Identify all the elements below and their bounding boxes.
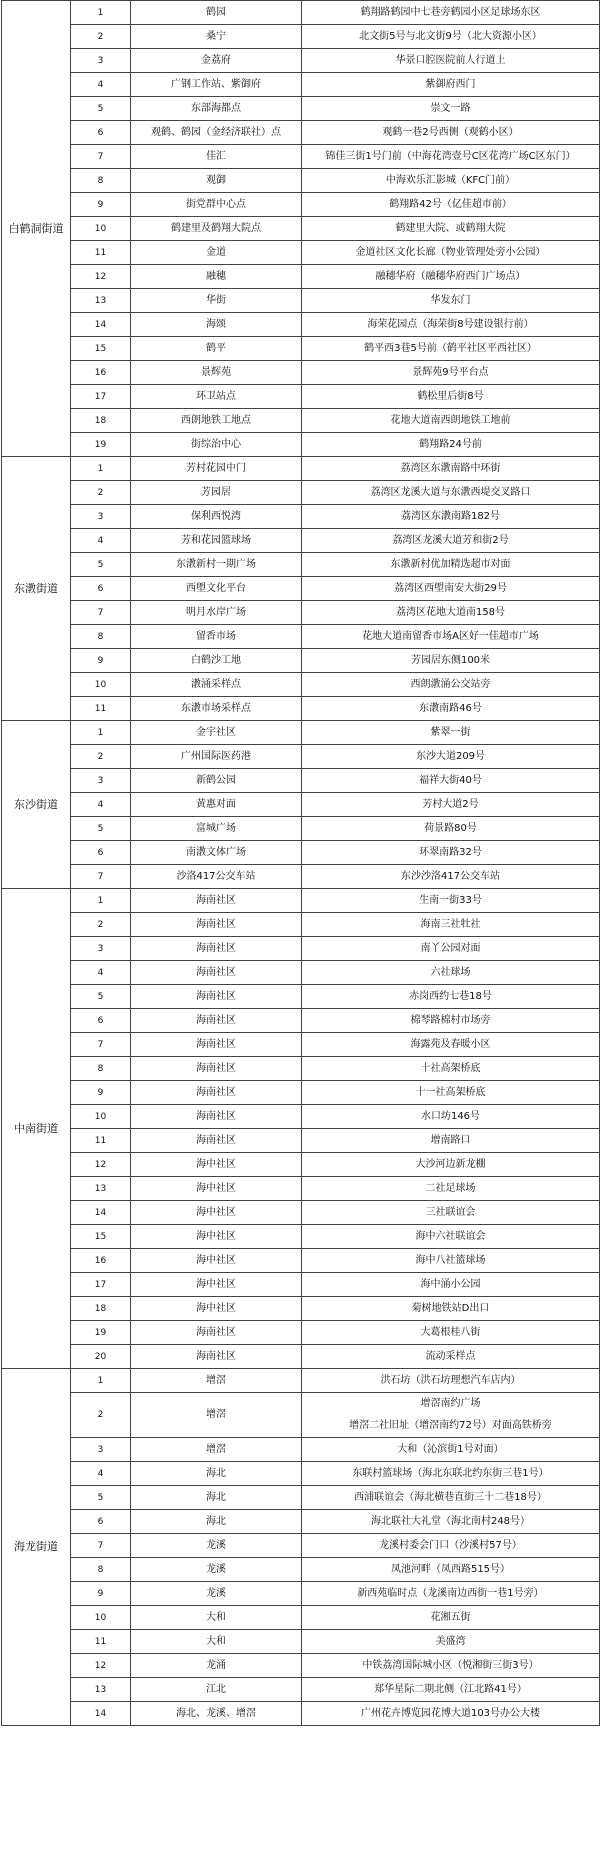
site-name-cell: 江北 bbox=[131, 1678, 302, 1702]
row-number-cell: 2 bbox=[71, 25, 131, 49]
row-number-cell: 13 bbox=[71, 289, 131, 313]
address-cell: 三社联谊会 bbox=[302, 1201, 600, 1225]
address-cell: 大葛根桂八街 bbox=[302, 1321, 600, 1345]
site-name-cell: 桑宁 bbox=[131, 25, 302, 49]
address-cell: 崇文一路 bbox=[302, 97, 600, 121]
row-number-cell: 9 bbox=[71, 193, 131, 217]
row-number-cell: 6 bbox=[71, 1009, 131, 1033]
street-name-cell: 中南街道 bbox=[2, 889, 71, 1369]
site-name-cell: 芳和花园篮球场 bbox=[131, 529, 302, 553]
site-name-cell: 广钢工作站、紫御府 bbox=[131, 73, 302, 97]
table-row bbox=[2, 1345, 600, 1369]
address-cell: 鹤松里后街8号 bbox=[302, 385, 600, 409]
address-cell: 北文街5号与北文街9号（北大资源小区） bbox=[302, 25, 600, 49]
site-name-cell: 东部海都点 bbox=[131, 97, 302, 121]
table-row bbox=[2, 1438, 600, 1462]
site-name-cell: 芳村花园中门 bbox=[131, 457, 302, 481]
table-row bbox=[2, 769, 600, 793]
site-name-cell: 金道 bbox=[131, 241, 302, 265]
row-number-cell: 16 bbox=[71, 361, 131, 385]
row-number-cell: 4 bbox=[71, 1462, 131, 1486]
table-row bbox=[2, 97, 600, 121]
address-cell: 芳村大道2号 bbox=[302, 793, 600, 817]
row-number-cell: 10 bbox=[71, 1606, 131, 1630]
address-cell: 荔湾区龙溪大道与东漖西堤交叉路口 bbox=[302, 481, 600, 505]
street-name-cell: 东沙街道 bbox=[2, 721, 71, 889]
address-cell: 大沙河边新龙棚 bbox=[302, 1153, 600, 1177]
site-name-cell: 金宇社区 bbox=[131, 721, 302, 745]
row-number-cell: 11 bbox=[71, 241, 131, 265]
address-cell: 东漖新村优加精选超市对面 bbox=[302, 553, 600, 577]
table-row bbox=[2, 1129, 600, 1153]
row-number-cell: 6 bbox=[71, 841, 131, 865]
row-number-cell: 10 bbox=[71, 217, 131, 241]
site-name-cell: 海南社区 bbox=[131, 1321, 302, 1345]
table-row bbox=[2, 1558, 600, 1582]
address-cell: 菊树地铁站D出口 bbox=[302, 1297, 600, 1321]
table-row bbox=[2, 553, 600, 577]
row-number-cell: 5 bbox=[71, 97, 131, 121]
row-number-cell: 1 bbox=[71, 457, 131, 481]
address-cell: 荷景路80号 bbox=[302, 817, 600, 841]
site-name-cell: 海中社区 bbox=[131, 1201, 302, 1225]
site-name-cell: 海北 bbox=[131, 1462, 302, 1486]
site-name-cell: 海南社区 bbox=[131, 889, 302, 913]
table-row bbox=[2, 217, 600, 241]
site-name-cell: 街综治中心 bbox=[131, 433, 302, 457]
row-number-cell: 19 bbox=[71, 1321, 131, 1345]
site-name-cell: 海中社区 bbox=[131, 1153, 302, 1177]
address-cell: 鹤建里大院、或鹤翔大院 bbox=[302, 217, 600, 241]
row-number-cell: 11 bbox=[71, 1630, 131, 1654]
address-cell: 荔湾区东漖南路182号 bbox=[302, 505, 600, 529]
address-cell: 流动采样点 bbox=[302, 1345, 600, 1369]
table-row bbox=[2, 457, 600, 481]
address-cell: 生南一街33号 bbox=[302, 889, 600, 913]
site-name-cell: 黄惠对面 bbox=[131, 793, 302, 817]
table-row bbox=[2, 25, 600, 49]
table-row bbox=[2, 409, 600, 433]
address-cell: 水口坊146号 bbox=[302, 1105, 600, 1129]
site-name-cell: 海中社区 bbox=[131, 1177, 302, 1201]
address-cell: 中海欢乐汇影城（KFC门前） bbox=[302, 169, 600, 193]
row-number-cell: 3 bbox=[71, 49, 131, 73]
row-number-cell: 15 bbox=[71, 337, 131, 361]
table-row bbox=[2, 1201, 600, 1225]
site-name-cell: 海南社区 bbox=[131, 937, 302, 961]
address-cell: 东沙沙洛417公交车站 bbox=[302, 865, 600, 889]
address-cell: 海北联社大礼堂（海北南村248号） bbox=[302, 1510, 600, 1534]
row-number-cell: 7 bbox=[71, 145, 131, 169]
address-cell: 棉琴路棉村市场旁 bbox=[302, 1009, 600, 1033]
address-cell: 西朗漖涌公交站旁 bbox=[302, 673, 600, 697]
row-number-cell: 6 bbox=[71, 577, 131, 601]
table-row bbox=[2, 937, 600, 961]
address-cell: 荔湾区花地大道南158号 bbox=[302, 601, 600, 625]
table-row bbox=[2, 1702, 600, 1726]
row-number-cell: 3 bbox=[71, 937, 131, 961]
row-number-cell: 7 bbox=[71, 601, 131, 625]
row-number-cell: 17 bbox=[71, 1273, 131, 1297]
address-cell: 洪石坊（洪石坊理想汽车店内） bbox=[302, 1369, 600, 1393]
row-number-cell: 14 bbox=[71, 1201, 131, 1225]
site-name-cell: 观鹤、鹤园（金经济联社）点 bbox=[131, 121, 302, 145]
row-number-cell: 18 bbox=[71, 1297, 131, 1321]
site-name-cell: 海中社区 bbox=[131, 1225, 302, 1249]
address-cell: 中铁荔湾国际城小区（悦湘街三街3号） bbox=[302, 1654, 600, 1678]
row-number-cell: 11 bbox=[71, 697, 131, 721]
row-number-cell: 9 bbox=[71, 1582, 131, 1606]
row-number-cell: 2 bbox=[71, 1393, 131, 1438]
address-cell: 增滘南约广场 增滘二社旧址（增滘南约72号）对面高铁桥旁 bbox=[302, 1393, 600, 1438]
table-row bbox=[2, 1654, 600, 1678]
table-row bbox=[2, 1321, 600, 1345]
row-number-cell: 8 bbox=[71, 1057, 131, 1081]
address-cell: 西浦联谊会（海北横巷直街三十二巷18号） bbox=[302, 1486, 600, 1510]
row-number-cell: 1 bbox=[71, 1369, 131, 1393]
site-name-cell: 东漖新村一期广场 bbox=[131, 553, 302, 577]
site-name-cell: 保利西悦湾 bbox=[131, 505, 302, 529]
address-cell: 东沙大道209号 bbox=[302, 745, 600, 769]
site-name-cell: 龙涌 bbox=[131, 1654, 302, 1678]
table-row bbox=[2, 793, 600, 817]
site-name-cell: 海南社区 bbox=[131, 1009, 302, 1033]
site-name-cell: 漖涌采样点 bbox=[131, 673, 302, 697]
address-cell: 紫翠一街 bbox=[302, 721, 600, 745]
site-name-cell: 华街 bbox=[131, 289, 302, 313]
site-name-cell: 龙溪 bbox=[131, 1558, 302, 1582]
table-row bbox=[2, 385, 600, 409]
table-row bbox=[2, 337, 600, 361]
table-row bbox=[2, 1273, 600, 1297]
address-cell: 新西苑临时点（龙溪南边西街一巷1号旁） bbox=[302, 1582, 600, 1606]
table-row bbox=[2, 913, 600, 937]
table-row bbox=[2, 649, 600, 673]
table-row bbox=[2, 1462, 600, 1486]
address-cell: 美盛湾 bbox=[302, 1630, 600, 1654]
site-name-cell: 西塱文化平台 bbox=[131, 577, 302, 601]
row-number-cell: 7 bbox=[71, 1033, 131, 1057]
address-cell: 观鹤一巷2号西侧（观鹤小区） bbox=[302, 121, 600, 145]
site-name-cell: 明月水岸广场 bbox=[131, 601, 302, 625]
address-cell: 鹤翔路鹤园中七巷旁鹤园小区足球场东区 bbox=[302, 1, 600, 25]
table-row bbox=[2, 1630, 600, 1654]
address-cell: 华景口腔医院前人行道上 bbox=[302, 49, 600, 73]
address-cell: 大和（沁滨街1号对面） bbox=[302, 1438, 600, 1462]
site-name-cell: 景辉苑 bbox=[131, 361, 302, 385]
table-row bbox=[2, 1393, 600, 1438]
table-row bbox=[2, 481, 600, 505]
table-row bbox=[2, 1153, 600, 1177]
row-number-cell: 12 bbox=[71, 1153, 131, 1177]
row-number-cell: 4 bbox=[71, 961, 131, 985]
site-name-cell: 海南社区 bbox=[131, 1105, 302, 1129]
table-row bbox=[2, 361, 600, 385]
row-number-cell: 2 bbox=[71, 745, 131, 769]
table-row bbox=[2, 1105, 600, 1129]
table-row bbox=[2, 49, 600, 73]
address-cell: 东漖南路46号 bbox=[302, 697, 600, 721]
site-name-cell: 海北 bbox=[131, 1486, 302, 1510]
row-number-cell: 12 bbox=[71, 1654, 131, 1678]
site-name-cell: 海中社区 bbox=[131, 1297, 302, 1321]
address-cell: 锦佳三街1号门前（中海花湾壹号C区花湾广场C区东门） bbox=[302, 145, 600, 169]
row-number-cell: 5 bbox=[71, 817, 131, 841]
row-number-cell: 14 bbox=[71, 1702, 131, 1726]
table-row bbox=[2, 1606, 600, 1630]
site-name-cell: 大和 bbox=[131, 1606, 302, 1630]
row-number-cell: 19 bbox=[71, 433, 131, 457]
address-cell: 海露苑及春暖小区 bbox=[302, 1033, 600, 1057]
site-name-cell: 增滘 bbox=[131, 1438, 302, 1462]
site-name-cell: 海南社区 bbox=[131, 913, 302, 937]
row-number-cell: 13 bbox=[71, 1177, 131, 1201]
address-cell: 海中涌小公园 bbox=[302, 1273, 600, 1297]
row-number-cell: 8 bbox=[71, 1558, 131, 1582]
address-cell: 鹤翔路42号（亿佳超市前） bbox=[302, 193, 600, 217]
row-number-cell: 12 bbox=[71, 265, 131, 289]
site-name-cell: 鹤园 bbox=[131, 1, 302, 25]
address-cell: 六社球场 bbox=[302, 961, 600, 985]
address-cell: 赤岗西约七巷18号 bbox=[302, 985, 600, 1009]
address-cell: 鹤翔路24号前 bbox=[302, 433, 600, 457]
address-cell: 海中六社联谊会 bbox=[302, 1225, 600, 1249]
site-name-cell: 海颂 bbox=[131, 313, 302, 337]
table-row bbox=[2, 1369, 600, 1393]
table-row bbox=[2, 241, 600, 265]
address-cell: 融穗华府（融穗华府西门广场点） bbox=[302, 265, 600, 289]
table-row bbox=[2, 1510, 600, 1534]
row-number-cell: 14 bbox=[71, 313, 131, 337]
row-number-cell: 10 bbox=[71, 1105, 131, 1129]
site-name-cell: 海北 bbox=[131, 1510, 302, 1534]
street-name-cell: 东漖街道 bbox=[2, 457, 71, 721]
row-number-cell: 17 bbox=[71, 385, 131, 409]
row-number-cell: 10 bbox=[71, 673, 131, 697]
site-name-cell: 海中社区 bbox=[131, 1273, 302, 1297]
street-name-cell: 海龙街道 bbox=[2, 1369, 71, 1726]
table-row bbox=[2, 193, 600, 217]
address-cell: 花湘五街 bbox=[302, 1606, 600, 1630]
address-cell: 紫御府西门 bbox=[302, 73, 600, 97]
table-row bbox=[2, 1297, 600, 1321]
site-name-cell: 南漖文体广场 bbox=[131, 841, 302, 865]
table-row bbox=[2, 577, 600, 601]
table-row bbox=[2, 1678, 600, 1702]
site-name-cell: 鹤平 bbox=[131, 337, 302, 361]
address-cell: 金道社区文化长廊（物业管理处旁小公园） bbox=[302, 241, 600, 265]
row-number-cell: 1 bbox=[71, 1, 131, 25]
site-name-cell: 白鹤沙工地 bbox=[131, 649, 302, 673]
table-row bbox=[2, 121, 600, 145]
table-row bbox=[2, 865, 600, 889]
site-name-cell: 融穗 bbox=[131, 265, 302, 289]
site-name-cell: 大和 bbox=[131, 1630, 302, 1654]
table-row bbox=[2, 433, 600, 457]
address-cell: 十一社高架桥底 bbox=[302, 1081, 600, 1105]
row-number-cell: 15 bbox=[71, 1225, 131, 1249]
row-number-cell: 18 bbox=[71, 409, 131, 433]
table-row bbox=[2, 961, 600, 985]
row-number-cell: 9 bbox=[71, 1081, 131, 1105]
site-name-cell: 东漖市场采样点 bbox=[131, 697, 302, 721]
address-cell: 增南路口 bbox=[302, 1129, 600, 1153]
address-cell: 福祥大街40号 bbox=[302, 769, 600, 793]
table-row bbox=[2, 1, 600, 25]
row-number-cell: 3 bbox=[71, 769, 131, 793]
table-row bbox=[2, 625, 600, 649]
address-cell: 凤池河畔（凤西路515号） bbox=[302, 1558, 600, 1582]
site-name-cell: 增滘 bbox=[131, 1393, 302, 1438]
table-row bbox=[2, 1486, 600, 1510]
address-cell: 东联村篮球场（海北东联北约东街三巷1号） bbox=[302, 1462, 600, 1486]
address-cell: 二社足球场 bbox=[302, 1177, 600, 1201]
address-cell: 环翠南路32号 bbox=[302, 841, 600, 865]
testing-sites-table bbox=[1, 0, 600, 1726]
row-number-cell: 6 bbox=[71, 1510, 131, 1534]
table-row bbox=[2, 1225, 600, 1249]
table-row bbox=[2, 505, 600, 529]
table-row bbox=[2, 889, 600, 913]
table-row bbox=[2, 145, 600, 169]
row-number-cell: 9 bbox=[71, 649, 131, 673]
address-cell: 花地大道南西朗地铁工地前 bbox=[302, 409, 600, 433]
address-cell: 海荣花园点（海荣街8号建设银行前） bbox=[302, 313, 600, 337]
table-row bbox=[2, 1582, 600, 1606]
table-row bbox=[2, 169, 600, 193]
site-name-cell: 金荔府 bbox=[131, 49, 302, 73]
row-number-cell: 7 bbox=[71, 865, 131, 889]
row-number-cell: 4 bbox=[71, 529, 131, 553]
row-number-cell: 20 bbox=[71, 1345, 131, 1369]
row-number-cell: 16 bbox=[71, 1249, 131, 1273]
table-row bbox=[2, 1534, 600, 1558]
address-cell: 荔湾区龙溪大道芳和街2号 bbox=[302, 529, 600, 553]
row-number-cell: 4 bbox=[71, 793, 131, 817]
table-row bbox=[2, 745, 600, 769]
address-cell: 景辉苑9号平台点 bbox=[302, 361, 600, 385]
site-name-cell: 富城广场 bbox=[131, 817, 302, 841]
table-row bbox=[2, 73, 600, 97]
table-row bbox=[2, 985, 600, 1009]
table-row bbox=[2, 1177, 600, 1201]
site-name-cell: 海南社区 bbox=[131, 1057, 302, 1081]
site-name-cell: 芳园居 bbox=[131, 481, 302, 505]
row-number-cell: 1 bbox=[71, 889, 131, 913]
row-number-cell: 8 bbox=[71, 625, 131, 649]
address-cell: 荔湾区西塱南安大街29号 bbox=[302, 577, 600, 601]
site-name-cell: 留香市场 bbox=[131, 625, 302, 649]
row-number-cell: 1 bbox=[71, 721, 131, 745]
table-row bbox=[2, 289, 600, 313]
row-number-cell: 8 bbox=[71, 169, 131, 193]
site-name-cell: 西朗地铁工地点 bbox=[131, 409, 302, 433]
table-row bbox=[2, 841, 600, 865]
address-cell: 海南三社牡社 bbox=[302, 913, 600, 937]
row-number-cell: 2 bbox=[71, 481, 131, 505]
address-cell: 广州花卉博览园花博大道103号办公大楼 bbox=[302, 1702, 600, 1726]
site-name-cell: 龙溪 bbox=[131, 1534, 302, 1558]
table-row bbox=[2, 601, 600, 625]
street-name-cell: 白鹤洞街道 bbox=[2, 1, 71, 457]
site-name-cell: 海南社区 bbox=[131, 961, 302, 985]
table-row bbox=[2, 673, 600, 697]
address-cell: 鹤平西3巷5号前（鹤平社区平西社区） bbox=[302, 337, 600, 361]
row-number-cell: 5 bbox=[71, 553, 131, 577]
site-name-cell: 海中社区 bbox=[131, 1249, 302, 1273]
site-name-cell: 沙洛417公交车站 bbox=[131, 865, 302, 889]
address-cell: 花地大道南留香市场A区好一佳超市广场 bbox=[302, 625, 600, 649]
address-cell: 南丫公园对面 bbox=[302, 937, 600, 961]
table-row bbox=[2, 697, 600, 721]
row-number-cell: 6 bbox=[71, 121, 131, 145]
site-name-cell: 海北、龙溪、增滘 bbox=[131, 1702, 302, 1726]
site-name-cell: 海南社区 bbox=[131, 1033, 302, 1057]
row-number-cell: 3 bbox=[71, 1438, 131, 1462]
row-number-cell: 5 bbox=[71, 985, 131, 1009]
row-number-cell: 2 bbox=[71, 913, 131, 937]
row-number-cell: 7 bbox=[71, 1534, 131, 1558]
address-cell: 海中八社篮球场 bbox=[302, 1249, 600, 1273]
address-cell: 十社高架桥底 bbox=[302, 1057, 600, 1081]
table-row bbox=[2, 817, 600, 841]
table-row bbox=[2, 313, 600, 337]
row-number-cell: 5 bbox=[71, 1486, 131, 1510]
table-row bbox=[2, 1033, 600, 1057]
row-number-cell: 4 bbox=[71, 73, 131, 97]
table-row bbox=[2, 1057, 600, 1081]
address-cell: 华发东门 bbox=[302, 289, 600, 313]
site-name-cell: 海南社区 bbox=[131, 1129, 302, 1153]
site-name-cell: 环卫站点 bbox=[131, 385, 302, 409]
site-name-cell: 佳汇 bbox=[131, 145, 302, 169]
site-name-cell: 街党群中心点 bbox=[131, 193, 302, 217]
site-name-cell: 新鹤公园 bbox=[131, 769, 302, 793]
address-cell: 荔湾区东漖南路中环街 bbox=[302, 457, 600, 481]
site-name-cell: 广州国际医药港 bbox=[131, 745, 302, 769]
site-name-cell: 观御 bbox=[131, 169, 302, 193]
site-name-cell: 海南社区 bbox=[131, 1081, 302, 1105]
table-row bbox=[2, 1009, 600, 1033]
address-cell: 龙溪村委会门口（沙溪村57号） bbox=[302, 1534, 600, 1558]
site-name-cell: 鹤建里及鹤翔大院点 bbox=[131, 217, 302, 241]
row-number-cell: 13 bbox=[71, 1678, 131, 1702]
address-cell: 郑华星际二期北侧（江北路41号） bbox=[302, 1678, 600, 1702]
site-name-cell: 海南社区 bbox=[131, 1345, 302, 1369]
table-row bbox=[2, 1249, 600, 1273]
site-name-cell: 增滘 bbox=[131, 1369, 302, 1393]
table-row bbox=[2, 1081, 600, 1105]
row-number-cell: 3 bbox=[71, 505, 131, 529]
table-row bbox=[2, 265, 600, 289]
row-number-cell: 11 bbox=[71, 1129, 131, 1153]
table-row bbox=[2, 529, 600, 553]
site-name-cell: 龙溪 bbox=[131, 1582, 302, 1606]
table-row bbox=[2, 721, 600, 745]
site-name-cell: 海南社区 bbox=[131, 985, 302, 1009]
address-cell: 芳园居东侧100米 bbox=[302, 649, 600, 673]
